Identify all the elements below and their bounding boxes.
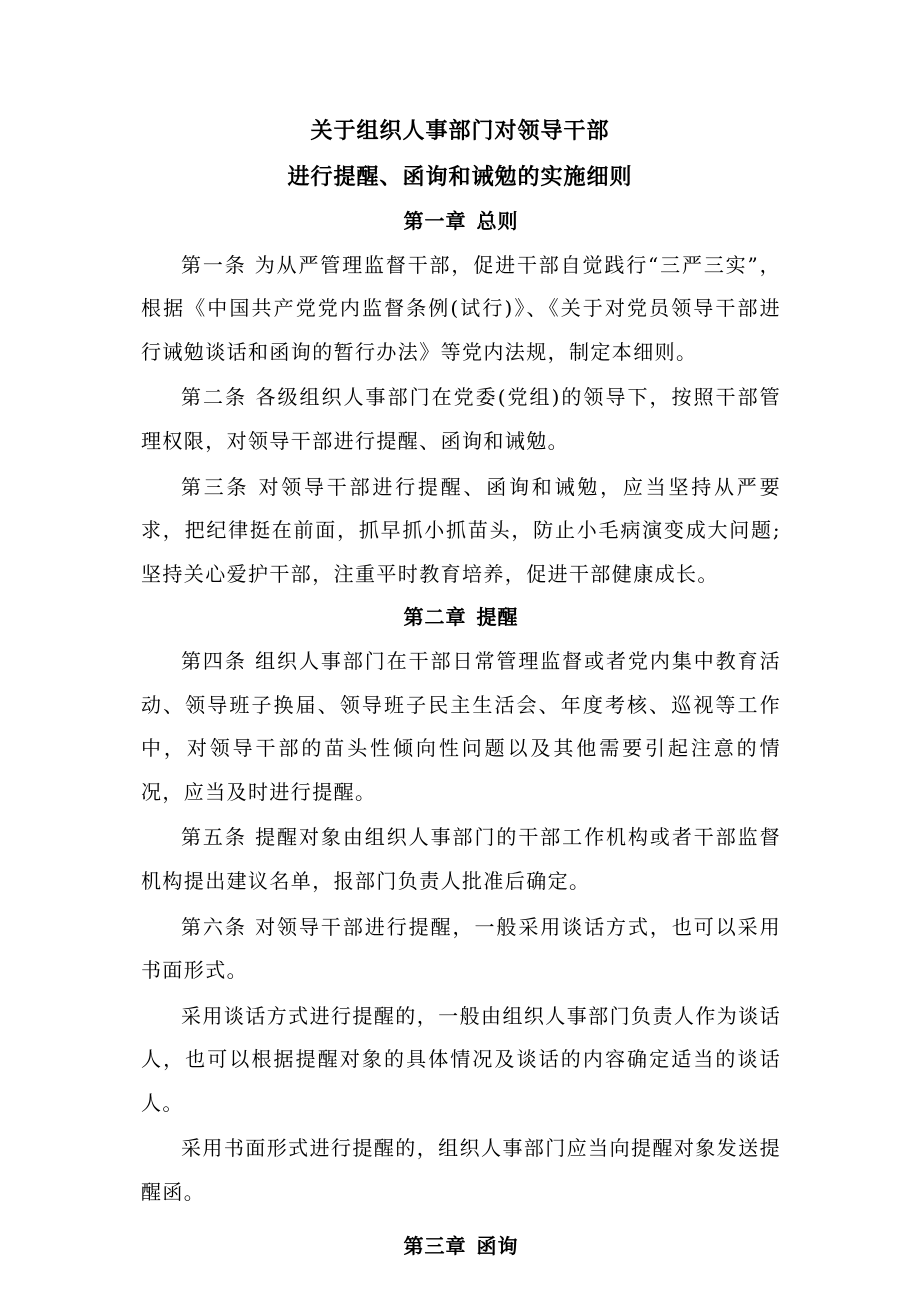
document-title-line1: 关于组织人事部门对领导干部 xyxy=(310,119,610,144)
chapter-heading xyxy=(141,200,781,244)
article-paragraph: 第六条 对领导干部进行提醒，一般采用谈话方式，也可以采用书面形式。 xyxy=(141,914,781,983)
chapter-heading xyxy=(141,596,781,640)
article-paragraph: 第一条 为从严管理监督干部，促进干部自觉践行“三严三实”，根据《中国共产党党内监督条例(试行)》、《关于对党员领导干部进行诫勉谈话和函询的暂行办法》等党内法规，制定本细则。 xyxy=(141,252,781,364)
article-paragraph: 第二条 各级组织人事部门在党委(党组)的领导下，按照干部管理权限，对领导干部进行提醒、函询和诫勉。 xyxy=(141,385,781,453)
chapter-name: 总则 xyxy=(476,209,519,233)
chapter-number: 第三章 xyxy=(403,1233,467,1258)
article-paragraph: 第四条 组织人事部门在干部日常管理监督或者党内集中教育活动、领导班子换届、领导班子民主生活会、年度考核、巡视等工作中，对领导干部的苗头性倾向性问题以及其他需要引起注意的情况，应当及时进行提醒。 xyxy=(141,648,781,804)
article-paragraph: 采用书面形式进行提醒的，组织人事部门应当向提醒对象发送提醒函。 xyxy=(141,1136,781,1205)
article-paragraph: 第五条 提醒对象由组织人事部门的干部工作机构或者干部监督机构提出建议名单，报部门负责人批准后确定。 xyxy=(141,825,781,893)
chapter-number: 第二章 xyxy=(403,605,467,630)
article-paragraph: 第三条 对领导干部进行提醒、函询和诫勉，应当坚持从严要求，把纪律挺在前面，抓早抓小抓苗头，防止小毛病演变成大问题;坚持关心爱护干部，注重平时教育培养，促进干部健康成长。 xyxy=(141,474,781,586)
chapter-heading xyxy=(141,1225,781,1269)
chapter-name: 函询 xyxy=(476,1233,519,1258)
chapter-name: 提醒 xyxy=(476,605,519,630)
article-paragraph: 采用谈话方式进行提醒的，一般由组织人事部门负责人作为谈话人，也可以根据提醒对象的具体情况及谈话的内容确定适当的谈话人。 xyxy=(141,1003,781,1115)
document-body xyxy=(141,200,781,1268)
document-title-line2: 进行提醒、函询和诫勉的实施细则 xyxy=(287,165,633,190)
chapter-number: 第一章 xyxy=(403,209,467,233)
